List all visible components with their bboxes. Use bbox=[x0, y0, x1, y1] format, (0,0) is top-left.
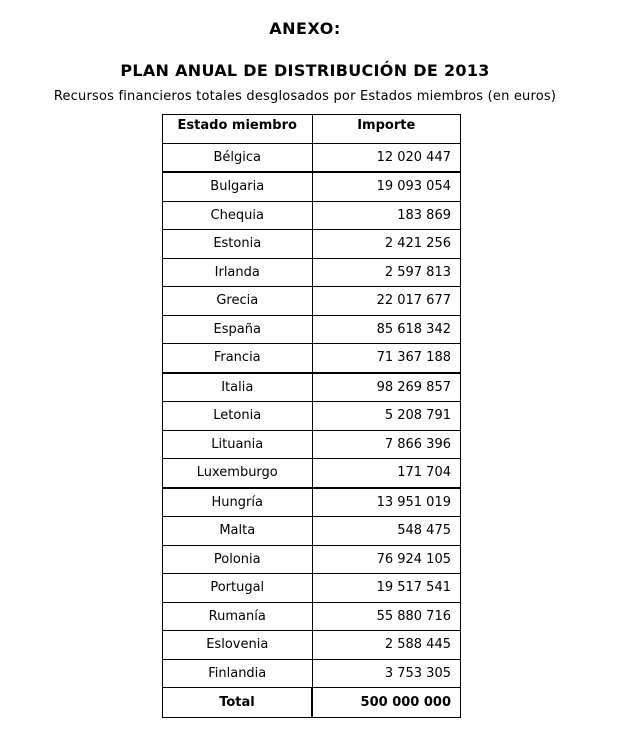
total-label: Total bbox=[163, 688, 313, 718]
table-row bbox=[163, 201, 461, 230]
amount-cell: 2 597 813 bbox=[312, 258, 461, 287]
table-row bbox=[163, 517, 461, 546]
amount-cell: 98 269 857 bbox=[312, 373, 461, 402]
amount-cell: 5 208 791 bbox=[312, 402, 461, 431]
amount-cell: 85 618 342 bbox=[312, 315, 461, 344]
table-row bbox=[163, 258, 461, 287]
total-row bbox=[163, 688, 461, 718]
country-cell: Grecia bbox=[163, 287, 313, 316]
country-cell: Chequia bbox=[163, 201, 313, 230]
amount-cell: 12 020 447 bbox=[312, 143, 461, 172]
table-header-row bbox=[163, 115, 461, 144]
table-row bbox=[163, 172, 461, 201]
country-cell: Polonia bbox=[163, 545, 313, 574]
column-header-country: Estado miembro bbox=[163, 115, 313, 144]
table-row bbox=[163, 315, 461, 344]
amount-cell: 71 367 188 bbox=[312, 344, 461, 373]
table-row bbox=[163, 631, 461, 660]
table-row bbox=[163, 459, 461, 488]
amount-cell: 19 517 541 bbox=[312, 574, 461, 603]
table-row bbox=[163, 430, 461, 459]
annex-label: ANEXO: bbox=[269, 19, 341, 38]
country-cell: Malta bbox=[163, 517, 313, 546]
country-cell: Luxemburgo bbox=[163, 459, 313, 488]
table-row bbox=[163, 659, 461, 688]
total-amount: 500 000 000 bbox=[312, 688, 461, 718]
table-row bbox=[163, 488, 461, 517]
table-row bbox=[163, 545, 461, 574]
country-cell: Estonia bbox=[163, 230, 313, 259]
country-cell: Lituania bbox=[163, 430, 313, 459]
amount-cell: 55 880 716 bbox=[312, 602, 461, 631]
distribution-table bbox=[162, 114, 461, 718]
country-cell: Letonia bbox=[163, 402, 313, 431]
table-row bbox=[163, 402, 461, 431]
table-row bbox=[163, 143, 461, 172]
table-row bbox=[163, 574, 461, 603]
country-cell: Finlandia bbox=[163, 659, 313, 688]
country-cell: Portugal bbox=[163, 574, 313, 603]
amount-cell: 2 421 256 bbox=[312, 230, 461, 259]
amount-cell: 2 588 445 bbox=[312, 631, 461, 660]
table-row bbox=[163, 602, 461, 631]
country-cell: Eslovenia bbox=[163, 631, 313, 660]
amount-cell: 183 869 bbox=[312, 201, 461, 230]
amount-cell: 76 924 105 bbox=[312, 545, 461, 574]
country-cell: Rumanía bbox=[163, 602, 313, 631]
table-row bbox=[163, 344, 461, 373]
document-subtitle: Recursos financieros totales desglosados por Estados miembros (en euros) bbox=[53, 89, 557, 104]
document-title: PLAN ANUAL DE DISTRIBUCIÓN DE 2013 bbox=[120, 61, 490, 80]
country-cell: España bbox=[163, 315, 313, 344]
table-row bbox=[163, 287, 461, 316]
column-header-amount: Importe bbox=[312, 115, 461, 144]
amount-cell: 22 017 677 bbox=[312, 287, 461, 316]
country-cell: Hungría bbox=[163, 488, 313, 517]
table-row bbox=[163, 373, 461, 402]
country-cell: Francia bbox=[163, 344, 313, 373]
country-cell: Bulgaria bbox=[163, 172, 313, 201]
country-cell: Irlanda bbox=[163, 258, 313, 287]
amount-cell: 19 093 054 bbox=[312, 172, 461, 201]
amount-cell: 171 704 bbox=[312, 459, 461, 488]
country-cell: Bélgica bbox=[163, 143, 313, 172]
country-cell: Italia bbox=[163, 373, 313, 402]
amount-cell: 3 753 305 bbox=[312, 659, 461, 688]
amount-cell: 13 951 019 bbox=[312, 488, 461, 517]
amount-cell: 7 866 396 bbox=[312, 430, 461, 459]
table-row bbox=[163, 230, 461, 259]
amount-cell: 548 475 bbox=[312, 517, 461, 546]
